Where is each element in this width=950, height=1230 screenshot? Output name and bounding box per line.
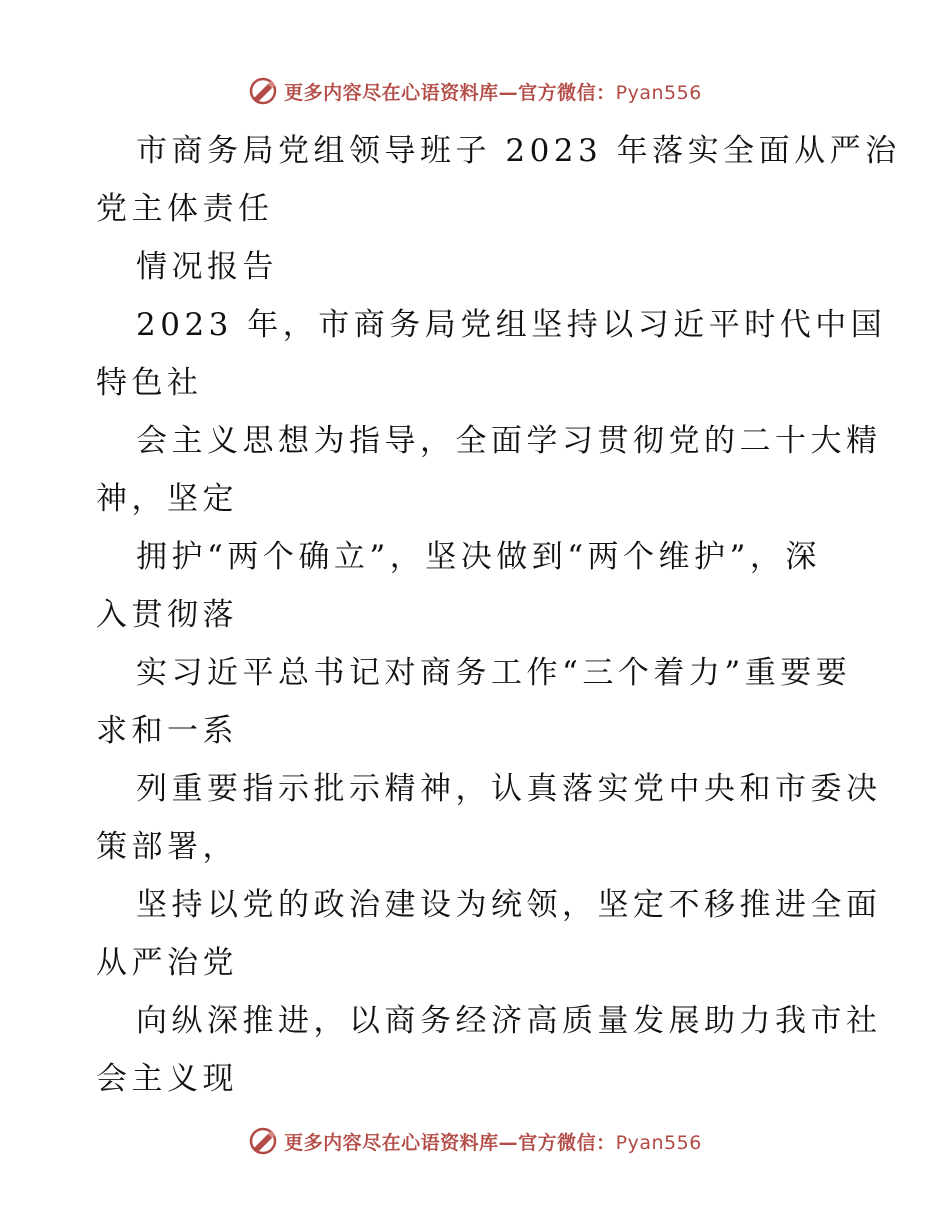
text-line: 情况报告 [136, 249, 278, 285]
header-watermark-banner [0, 71, 950, 111]
text-line: 向纵深推进，以商务经济高质量发展助力我市社 [136, 1003, 882, 1039]
text-line: 从严治党 [96, 945, 238, 981]
text-line: 坚持以党的政治建设为统领，坚定不移推进全面 [136, 887, 882, 923]
text-line: 列重要指示批示精神，认真落实党中央和市委决 [136, 771, 882, 807]
text-line: 会主义思想为指导，全面学习贯彻党的二十大精 [136, 423, 882, 459]
text-line: 特色社 [96, 365, 203, 401]
document-body [96, 122, 901, 1108]
text-line: 拥护“两个确立”，坚决做到“两个维护”，深 [136, 539, 821, 575]
footer-watermark-banner [0, 1121, 950, 1161]
pen-logo-icon [248, 1126, 278, 1156]
wechat-id: Pyan556 [615, 81, 702, 104]
text-line: 会主义现 [96, 1061, 238, 1097]
watermark-text: 更多内容尽在心语资料库—官方微信：Pyan556 [284, 81, 702, 104]
text-line: 求和一系 [96, 713, 238, 749]
text-line: 市商务局党组领导班子 2023 年落实全面从严治 [136, 133, 901, 169]
text-line: 神，坚定 [96, 481, 238, 517]
text-line: 策部署， [96, 829, 238, 865]
text-line: 2023 年，市商务局党组坚持以习近平时代中国 [136, 307, 887, 343]
wechat-id: Pyan556 [615, 1131, 702, 1154]
text-line: 实习近平总书记对商务工作“三个着力”重要要 [136, 655, 852, 691]
text-line: 入贯彻落 [96, 597, 238, 633]
pen-logo-icon [248, 76, 278, 106]
text-line: 党主体责任 [96, 191, 274, 227]
watermark-text: 更多内容尽在心语资料库—官方微信：Pyan556 [284, 1131, 702, 1154]
